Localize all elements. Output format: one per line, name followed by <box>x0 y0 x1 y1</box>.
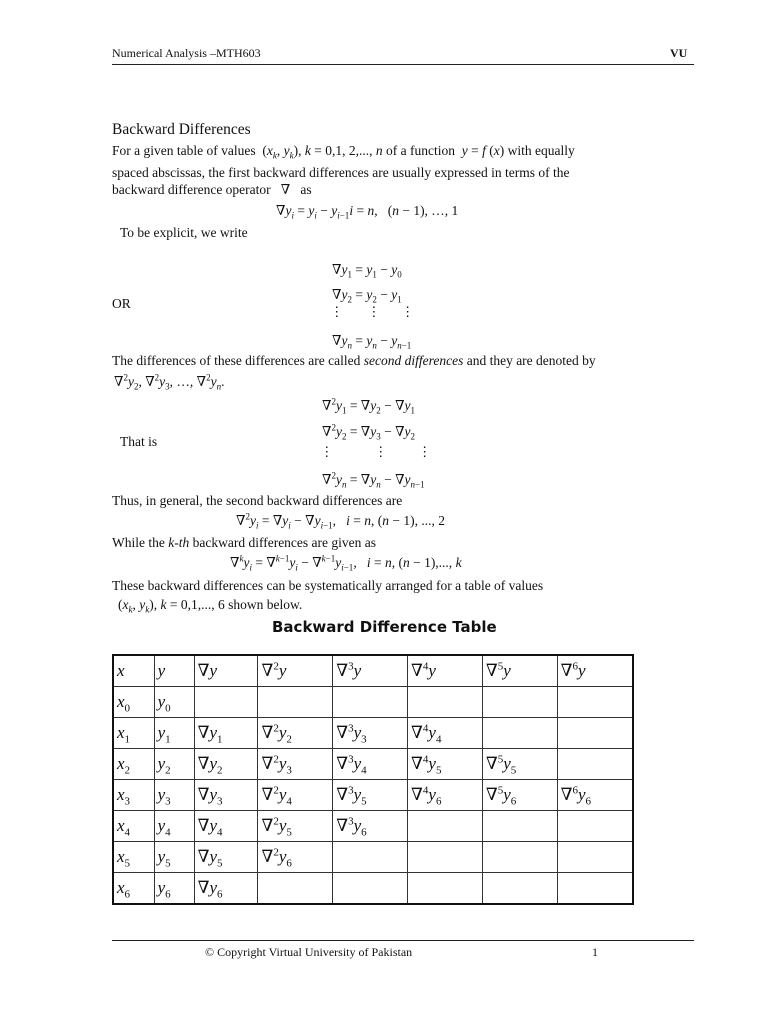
nabla-operator-icon: ∇ <box>274 182 297 197</box>
table-cell <box>482 718 557 749</box>
table-cell: $x_4$ <box>113 811 154 842</box>
header-right: VU <box>670 46 688 60</box>
table-row <box>113 749 633 780</box>
while-text-post: backward differences are given as <box>192 535 377 550</box>
intro-line1-pre: For a given table of values <box>112 143 256 158</box>
formula-xk-yk: ($x_k$, $y_k$), k = 0,1, 2,..., n <box>258 143 383 161</box>
table-row <box>113 718 633 749</box>
formula-general-second: $\nabla^2y_i = \nabla y_i - \nabla y_{i-1}$, i = n, (n − 1), ..., 2 <box>236 511 446 531</box>
table-cell: $y_6$ <box>154 873 194 905</box>
table-cell: $\nabla^4y_5$ <box>408 749 483 780</box>
thus-text: Thus, in general, the second backward differences are <box>112 493 403 508</box>
formula-xk-yk-6: ($x_k$, $y_k$), k = 0,1,..., 6 <box>118 597 229 615</box>
table-cell <box>258 873 333 905</box>
intro-line3-post: as <box>300 182 312 197</box>
that-is-text: That is <box>120 434 158 449</box>
second-text-pre: The differences of these differences are called <box>112 353 361 368</box>
vertical-dots: ⋮ ⋮ ⋮ <box>330 304 415 319</box>
table-cell <box>258 687 333 718</box>
table-cell: $x_3$ <box>113 780 154 811</box>
footer-page-number: 1 <box>592 945 598 959</box>
table-cell: $\nabla^5y_5$ <box>482 749 557 780</box>
table-cell: $y_0$ <box>154 687 194 718</box>
table-cell: $\nabla y_3$ <box>194 780 258 811</box>
table-cell <box>408 842 483 873</box>
intro-line-2: spaced abscissas, the first backward differences are usually expressed in terms of the <box>112 165 570 180</box>
table-cell: $\nabla^3y_3$ <box>333 718 408 749</box>
intro-line1-post: with equally <box>507 143 575 158</box>
table-cell: $\nabla^6y_6$ <box>557 780 633 811</box>
table-cell: $\nabla^2y_4$ <box>258 780 333 811</box>
shown-below-text: shown below. <box>228 597 303 612</box>
second-text-em: second differences <box>363 353 464 368</box>
table-cell: $\nabla^3y_4$ <box>333 749 408 780</box>
table-cell <box>333 873 408 905</box>
second-diff-text <box>112 353 596 369</box>
table-cell: $\nabla^2y_6$ <box>258 842 333 873</box>
table-cell: $\nabla y_1$ <box>194 718 258 749</box>
intro-line1-mid: of a function <box>385 143 455 158</box>
table-cell <box>557 718 633 749</box>
formula-nabla-y1: $\nabla y_1 = y_1 - y_0$ <box>332 262 402 280</box>
table-row <box>113 687 633 718</box>
table-cell: $\nabla^2y_5$ <box>258 811 333 842</box>
backward-difference-table <box>112 654 634 905</box>
table-cell <box>557 811 633 842</box>
table-row <box>113 842 633 873</box>
header-nabla2-y: ∇$^2$y <box>258 655 333 687</box>
table-cell <box>408 873 483 905</box>
formula-nabla-y2: $\nabla y_2 = y_2 - y_1$ <box>332 287 402 305</box>
explicit-text: To be explicit, we write <box>120 225 248 240</box>
table-cell <box>482 687 557 718</box>
table-cell: $\nabla^3y_5$ <box>333 780 408 811</box>
formula-second-y1: $\nabla^2y_1 = \nabla y_2 - \nabla y_1$ <box>322 396 416 416</box>
footer-copyright: © Copyright Virtual University of Pakistan <box>205 945 413 959</box>
table-cell <box>557 687 633 718</box>
while-text <box>112 535 376 551</box>
table-cell: $y_5$ <box>154 842 194 873</box>
formula-first-backward-diff: $\nabla y_i = y_i - y_{i-1}i = n$, (n − 1), …, 1 <box>276 203 459 221</box>
table-cell: $y_2$ <box>154 749 194 780</box>
section-title: Backward Differences <box>112 121 251 138</box>
table-cell <box>482 842 557 873</box>
table-cell <box>333 687 408 718</box>
header-nabla5-y: ∇$^5$y <box>482 655 557 687</box>
header-rule <box>112 64 694 65</box>
table-cell: $x_5$ <box>113 842 154 873</box>
table-cell <box>557 873 633 905</box>
shown-below-line <box>118 597 302 613</box>
intro-line-1 <box>112 143 575 159</box>
table-cell <box>557 749 633 780</box>
header-nabla4-y: ∇$^4$y <box>408 655 483 687</box>
table-title: Backward Difference Table <box>272 618 497 636</box>
header-nabla-y: ∇y <box>194 655 258 687</box>
footer-rule <box>112 940 694 941</box>
table-cell <box>408 811 483 842</box>
header-nabla3-y: ∇$^3$y <box>333 655 408 687</box>
table-row <box>113 811 633 842</box>
arranged-text: These backward differences can be systematically arranged for a table of values <box>112 578 544 593</box>
while-text-pre: While the <box>112 535 165 550</box>
table-cell: $\nabla y_5$ <box>194 842 258 873</box>
table-header-row <box>113 655 633 687</box>
table-cell <box>333 842 408 873</box>
table-cell: $\nabla y_4$ <box>194 811 258 842</box>
table-row <box>113 873 633 905</box>
table-cell: $\nabla^4y_4$ <box>408 718 483 749</box>
table-cell: $\nabla^4y_6$ <box>408 780 483 811</box>
table-cell <box>408 687 483 718</box>
second-text-post: and they are denoted by <box>466 353 596 368</box>
table-cell <box>482 811 557 842</box>
header-y: y <box>154 655 194 687</box>
table-cell: $x_0$ <box>113 687 154 718</box>
formula-second-y2: $\nabla^2y_2 = \nabla y_3 - \nabla y_2$ <box>322 422 416 442</box>
vertical-dots-2: ⋮ ⋮ ⋮ <box>320 444 432 459</box>
formula-y-fx: y = f (x) <box>461 143 508 158</box>
formula-nabla-yn: $\nabla y_n = y_n - y_{n-1}$ <box>332 333 412 351</box>
table-cell <box>482 873 557 905</box>
or-text: OR <box>112 296 131 311</box>
intro-line3-text: backward difference operator <box>112 182 271 197</box>
intro-line-3 <box>112 182 312 198</box>
table-cell: $x_2$ <box>113 749 154 780</box>
formula-second-notation: $\nabla^2y_2$, $\nabla^2y_3$, …, $\nabla^2y_n$. <box>114 372 225 392</box>
table-cell: $y_1$ <box>154 718 194 749</box>
header-left: Numerical Analysis –MTH603 <box>112 46 261 60</box>
table-cell <box>557 842 633 873</box>
header-nabla6-y: ∇$^6$y <box>557 655 633 687</box>
table-cell: $x_6$ <box>113 873 154 905</box>
while-text-em: k-th <box>168 535 190 550</box>
table-cell: $\nabla^2y_3$ <box>258 749 333 780</box>
formula-kth-diff: $\nabla^ky_i = \nabla^{k-1}y_i - \nabla^{k-1}y_{i-1}$, i = n, (n − 1),..., k <box>230 553 462 573</box>
table-cell: $\nabla^2y_2$ <box>258 718 333 749</box>
header-x: x <box>113 655 154 687</box>
table-row <box>113 780 633 811</box>
table-cell: $x_1$ <box>113 718 154 749</box>
table-cell: $y_3$ <box>154 780 194 811</box>
formula-second-yn: $\nabla^2y_n = \nabla y_n - \nabla y_{n-1}$ <box>322 470 425 490</box>
table-cell: $y_4$ <box>154 811 194 842</box>
table-cell: $\nabla y_2$ <box>194 749 258 780</box>
table-cell <box>194 687 258 718</box>
table-cell: $\nabla^5y_6$ <box>482 780 557 811</box>
table-cell: $\nabla y_6$ <box>194 873 258 905</box>
table-cell: $\nabla^3y_6$ <box>333 811 408 842</box>
